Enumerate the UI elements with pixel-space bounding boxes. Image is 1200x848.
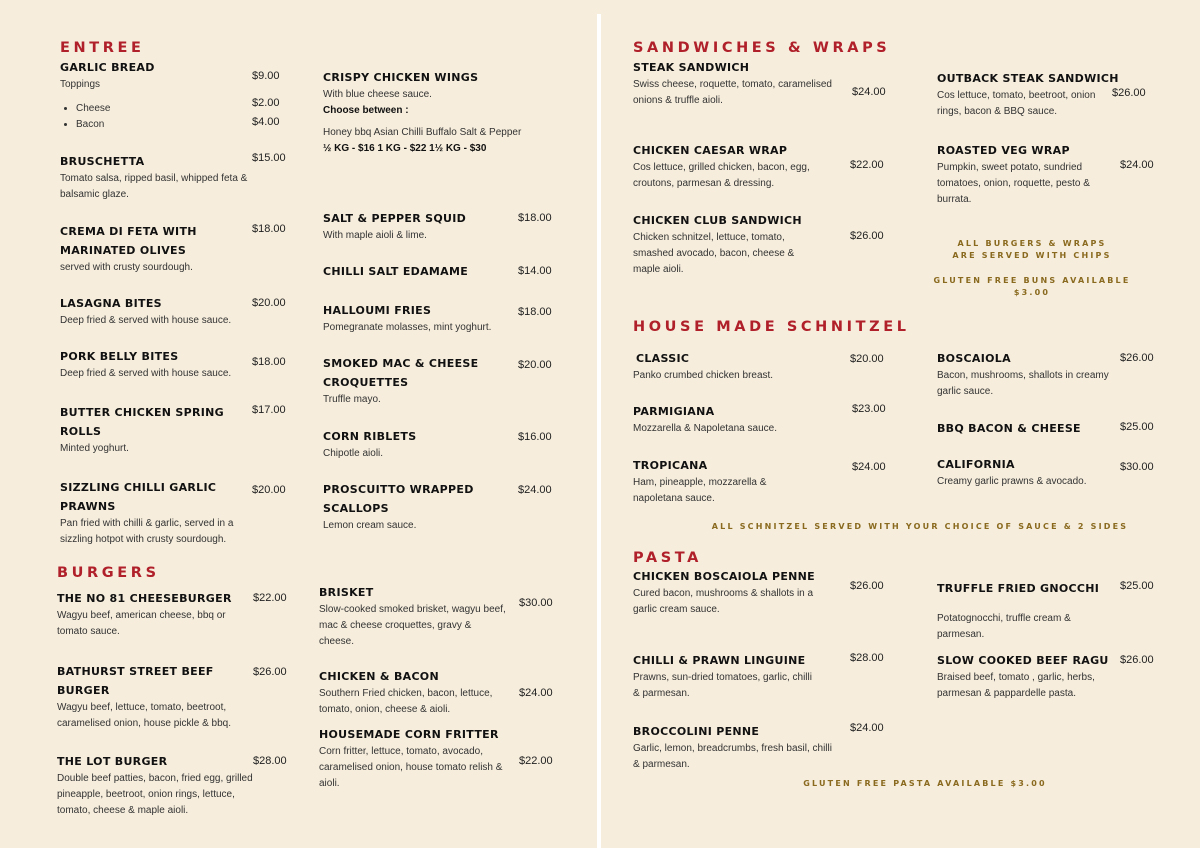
item-name: SLOW COOKED BEEF RAGU bbox=[937, 654, 1109, 667]
item-desc: Garlic, lemon, breadcrumbs, fresh basil, chilli & parmesan. bbox=[633, 743, 832, 770]
item-desc: Truffle mayo. bbox=[323, 394, 381, 405]
item-name: TRUFFLE FRIED GNOCCHI bbox=[937, 582, 1100, 595]
menu-item-no81-cheeseburger bbox=[57, 589, 252, 640]
item-price: $24.00 bbox=[518, 484, 552, 496]
item-name: PROSCUITTO WRAPPED SCALLOPS bbox=[323, 483, 474, 515]
item-price: $28.00 bbox=[850, 652, 884, 664]
item-price: $18.00 bbox=[252, 223, 286, 235]
item-name: SALT & PEPPER SQUID bbox=[323, 212, 467, 225]
topping-item: • Bacon bbox=[76, 117, 290, 133]
item-price: $24.00 bbox=[852, 86, 886, 98]
item-name: CALIFORNIA bbox=[937, 458, 1015, 471]
item-name: BROCCOLINI PENNE bbox=[633, 725, 760, 738]
item-desc: Wagyu beef, american cheese, bbq or tomato sauce. bbox=[57, 610, 226, 637]
item-price: $30.00 bbox=[519, 597, 553, 609]
item-name: BRISKET bbox=[319, 586, 374, 599]
item-price: $18.00 bbox=[518, 212, 552, 224]
item-price: $23.00 bbox=[852, 403, 886, 415]
item-price: $26.00 bbox=[850, 230, 884, 242]
item-price: $30.00 bbox=[1120, 461, 1154, 473]
item-desc: Deep fried & served with house sauce. bbox=[60, 368, 232, 379]
topping-price: $2.00 bbox=[252, 97, 280, 109]
item-desc: Chipotle aioli. bbox=[323, 448, 384, 459]
item-price: $24.00 bbox=[1120, 159, 1154, 171]
item-name: PARMIGIANA bbox=[633, 405, 715, 418]
menu-item-sizzling-prawns bbox=[60, 478, 260, 548]
section-title-sandwiches: SANDWICHES & WRAPS bbox=[633, 40, 891, 56]
item-desc: Minted yoghurt. bbox=[60, 443, 129, 454]
item-desc: Pomegranate molasses, mint yoghurt. bbox=[323, 322, 492, 333]
section-title-burgers: BURGERS bbox=[57, 565, 160, 581]
note-schnitzel-sides: ALL SCHNITZEL SERVED WITH YOUR CHOICE OF SAUCE & 2 SIDES bbox=[711, 522, 1129, 531]
menu-item-tropicana bbox=[633, 456, 803, 507]
item-desc: Swiss cheese, roquette, tomato, caramelised onions & truffle aioli. bbox=[633, 79, 832, 106]
item-desc: Chicken schnitzel, lettuce, tomato, smashed avocado, bacon, cheese & maple aioli. bbox=[633, 232, 795, 275]
menu-item-classic bbox=[633, 349, 833, 384]
menu-item-lasagna-bites bbox=[60, 294, 260, 329]
menu-item-chilli-salt-edamame bbox=[323, 262, 523, 281]
item-desc: Ham, pineapple, mozzarella & napoletana sauce. bbox=[633, 477, 767, 504]
item-price: $20.00 bbox=[252, 484, 286, 496]
item-desc: With blue cheese sauce. bbox=[323, 89, 432, 100]
item-desc: Potatognocchi, truffle cream & parmesan. bbox=[937, 613, 1071, 640]
item-name: STEAK SANDWICH bbox=[633, 61, 750, 74]
item-desc: Prawns, sun-dried tomatoes, garlic, chilli & parmesan. bbox=[633, 672, 812, 699]
menu-item-chilli-prawn-linguine bbox=[633, 651, 818, 702]
item-price: $26.00 bbox=[1120, 654, 1154, 666]
item-desc: Tomato salsa, ripped basil, whipped feta & balsamic glaze. bbox=[60, 173, 248, 200]
item-name: PORK BELLY BITES bbox=[60, 350, 179, 363]
item-name: CHICKEN & BACON bbox=[319, 670, 439, 683]
item-name: CLASSIC bbox=[636, 352, 690, 365]
item-name: ROASTED VEG WRAP bbox=[937, 144, 1070, 157]
item-price: $20.00 bbox=[850, 353, 884, 365]
menu-item-chicken-bacon bbox=[319, 667, 507, 718]
item-name: CHICKEN CLUB SANDWICH bbox=[633, 214, 802, 227]
item-name: THE LOT BURGER bbox=[57, 755, 168, 768]
note-burgers-with-chips: ALL BURGERS & WRAPS ARE SERVED WITH CHIPS bbox=[952, 239, 1112, 260]
topping-item: • Cheese bbox=[76, 101, 290, 117]
menu-item-smoked-mac-croquettes bbox=[323, 354, 483, 408]
item-name: CHICKEN BOSCAIOLA PENNE bbox=[633, 570, 815, 583]
menu-item-parmigiana bbox=[633, 402, 833, 437]
item-name: TROPICANA bbox=[633, 459, 708, 472]
item-name: BOSCAIOLA bbox=[937, 352, 1011, 365]
item-desc: Pan fried with chilli & garlic, served in a sizzling hotpot with crusty sourdough. bbox=[60, 518, 234, 545]
page-divider bbox=[597, 14, 601, 848]
item-desc: With maple aioli & lime. bbox=[323, 230, 427, 241]
item-name: OUTBACK STEAK SANDWICH bbox=[937, 72, 1119, 85]
item-desc: Wagyu beef, lettuce, tomato, beetroot, caramelised onion, house pickle & bbq. bbox=[57, 702, 231, 729]
item-name: CHILLI SALT EDAMAME bbox=[323, 265, 469, 278]
menu-item-chicken-boscaiola-penne bbox=[633, 567, 828, 618]
menu-item-butter-chicken-spring-rolls bbox=[60, 403, 225, 457]
note-gluten-free-pasta: GLUTEN FREE PASTA AVAILABLE $3.00 bbox=[803, 779, 1047, 788]
item-price: $24.00 bbox=[850, 722, 884, 734]
item-name: BBQ BACON & CHEESE bbox=[937, 422, 1081, 435]
item-desc: Toppings bbox=[60, 79, 101, 90]
item-desc: Corn fritter, lettuce, tomato, avocado, caramelised onion, house tomato relish & aioli. bbox=[319, 746, 503, 789]
item-price: $22.00 bbox=[850, 159, 884, 171]
menu-item-broccolini-penne bbox=[633, 722, 833, 773]
item-price: $26.00 bbox=[850, 580, 884, 592]
item-desc: Cos lettuce, tomato, beetroot, onion rings, bacon & BBQ sauce. bbox=[937, 90, 1096, 117]
item-price: $25.00 bbox=[1120, 421, 1154, 433]
menu-item-truffle-fried-gnocchi bbox=[937, 579, 1107, 643]
item-desc: Braised beef, tomato , garlic, herbs, parmesan & pappardelle pasta. bbox=[937, 672, 1095, 699]
menu-item-lot-burger bbox=[57, 752, 257, 819]
section-title-schnitzel: HOUSE MADE SCHNITZEL bbox=[633, 319, 910, 335]
item-name: LASAGNA BITES bbox=[60, 297, 162, 310]
menu-item-roasted-veg-wrap bbox=[937, 141, 1115, 208]
topping-price: $4.00 bbox=[252, 116, 280, 128]
wings-flavours: Honey bbq Asian Chilli Buffalo Salt & Pepper bbox=[323, 127, 522, 138]
item-price: $20.00 bbox=[252, 297, 286, 309]
item-price: $26.00 bbox=[253, 666, 287, 678]
wings-choose-label: Choose between : bbox=[323, 105, 409, 116]
item-price: $16.00 bbox=[518, 431, 552, 443]
menu-item-proscuitto-scallops bbox=[323, 480, 483, 534]
item-desc: Cos lettuce, grilled chicken, bacon, egg, croutons, parmesan & dressing. bbox=[633, 162, 810, 189]
menu-item-crispy-chicken-wings bbox=[323, 68, 523, 157]
menu-item-steak-sandwich bbox=[633, 58, 833, 109]
item-name: SIZZLING CHILLI GARLIC PRAWNS bbox=[60, 481, 217, 513]
item-desc: served with crusty sourdough. bbox=[60, 262, 193, 273]
item-price: $20.00 bbox=[518, 359, 552, 371]
item-price: $15.00 bbox=[252, 152, 286, 164]
menu-item-boscaiola bbox=[937, 349, 1117, 400]
item-price: $14.00 bbox=[518, 265, 552, 277]
item-name: CREMA DI FETA WITH MARINATED OLIVES bbox=[60, 225, 197, 257]
menu-item-outback-steak-sandwich bbox=[937, 69, 1119, 120]
item-name: HOUSEMADE CORN FRITTER bbox=[319, 728, 499, 741]
item-price: $26.00 bbox=[1120, 352, 1154, 364]
item-name: BRUSCHETTA bbox=[60, 155, 145, 168]
item-price: $24.00 bbox=[519, 687, 553, 699]
menu-item-pork-belly-bites bbox=[60, 347, 260, 382]
menu-item-bruschetta bbox=[60, 152, 260, 203]
menu-item-bathurst-burger bbox=[57, 662, 252, 732]
item-desc: Double beef patties, bacon, fried egg, grilled pineapple, beetroot, onion rings, lettuce, tomato, cheese & maple aioli. bbox=[57, 773, 253, 816]
item-desc: Slow-cooked smoked brisket, wagyu beef, mac & cheese croquettes, gravy & cheese. bbox=[319, 604, 506, 647]
menu-item-slow-cooked-beef-ragu bbox=[937, 651, 1112, 702]
item-desc: Bacon, mushrooms, shallots in creamy garlic sauce. bbox=[937, 370, 1109, 397]
item-desc: Southern Fried chicken, bacon, lettuce, tomato, onion, cheese & aioli. bbox=[319, 688, 493, 715]
item-name: BATHURST STREET BEEF BURGER bbox=[57, 665, 214, 697]
item-name: CHICKEN CAESAR WRAP bbox=[633, 144, 788, 157]
item-desc: Mozzarella & Napoletana sauce. bbox=[633, 423, 777, 434]
item-desc: Deep fried & served with house sauce. bbox=[60, 315, 232, 326]
item-price: $18.00 bbox=[518, 306, 552, 318]
item-price: $22.00 bbox=[519, 755, 553, 767]
item-desc: Lemon cream sauce. bbox=[323, 520, 417, 531]
menu-item-halloumi-fries bbox=[323, 301, 523, 336]
menu-item-chicken-club-sandwich bbox=[633, 211, 818, 278]
item-price: $25.00 bbox=[1120, 580, 1154, 592]
item-price: $18.00 bbox=[252, 356, 286, 368]
menu-item-crema-di-feta bbox=[60, 222, 220, 276]
item-name: GARLIC BREAD bbox=[60, 61, 155, 74]
menu-item-bbq-bacon-cheese bbox=[937, 419, 1117, 438]
item-name: CORN RIBLETS bbox=[323, 430, 417, 443]
item-price: $26.00 bbox=[1112, 87, 1146, 99]
menu-item-salt-pepper-squid bbox=[323, 209, 523, 244]
item-name: BUTTER CHICKEN SPRING ROLLS bbox=[60, 406, 224, 438]
wings-sizes: ½ KG - $16 1 KG - $22 1½ KG - $30 bbox=[323, 143, 487, 154]
menu-item-corn-fritter bbox=[319, 725, 507, 792]
item-name: SMOKED MAC & CHEESE CROQUETTES bbox=[323, 357, 479, 389]
item-name: CRISPY CHICKEN WINGS bbox=[323, 71, 479, 84]
note-gluten-free-buns: GLUTEN FREE BUNS AVAILABLE $3.00 bbox=[933, 276, 1131, 297]
item-price: $9.00 bbox=[252, 70, 280, 82]
item-name: HALLOUMI FRIES bbox=[323, 304, 432, 317]
item-name: CHILLI & PRAWN LINGUINE bbox=[633, 654, 806, 667]
item-price: $22.00 bbox=[253, 592, 287, 604]
section-title-entree: ENTREE bbox=[60, 40, 145, 56]
menu-item-california bbox=[937, 455, 1117, 490]
menu-item-brisket bbox=[319, 583, 507, 650]
item-desc: Pumpkin, sweet potato, sundried tomatoes, onion, roquette, pesto & burrata. bbox=[937, 162, 1090, 205]
item-desc: Panko crumbed chicken breast. bbox=[633, 370, 774, 381]
menu-item-corn-riblets bbox=[323, 427, 523, 462]
section-title-pasta: PASTA bbox=[633, 550, 702, 566]
menu-item-chicken-caesar-wrap bbox=[633, 141, 833, 192]
item-price: $17.00 bbox=[252, 404, 286, 416]
item-desc: Cured bacon, mushrooms & shallots in a garlic cream sauce. bbox=[633, 588, 814, 615]
item-desc: Creamy garlic prawns & avocado. bbox=[937, 476, 1087, 487]
item-price: $28.00 bbox=[253, 755, 287, 767]
item-price: $24.00 bbox=[852, 461, 886, 473]
item-name: THE NO 81 CHEESEBURGER bbox=[57, 592, 232, 605]
